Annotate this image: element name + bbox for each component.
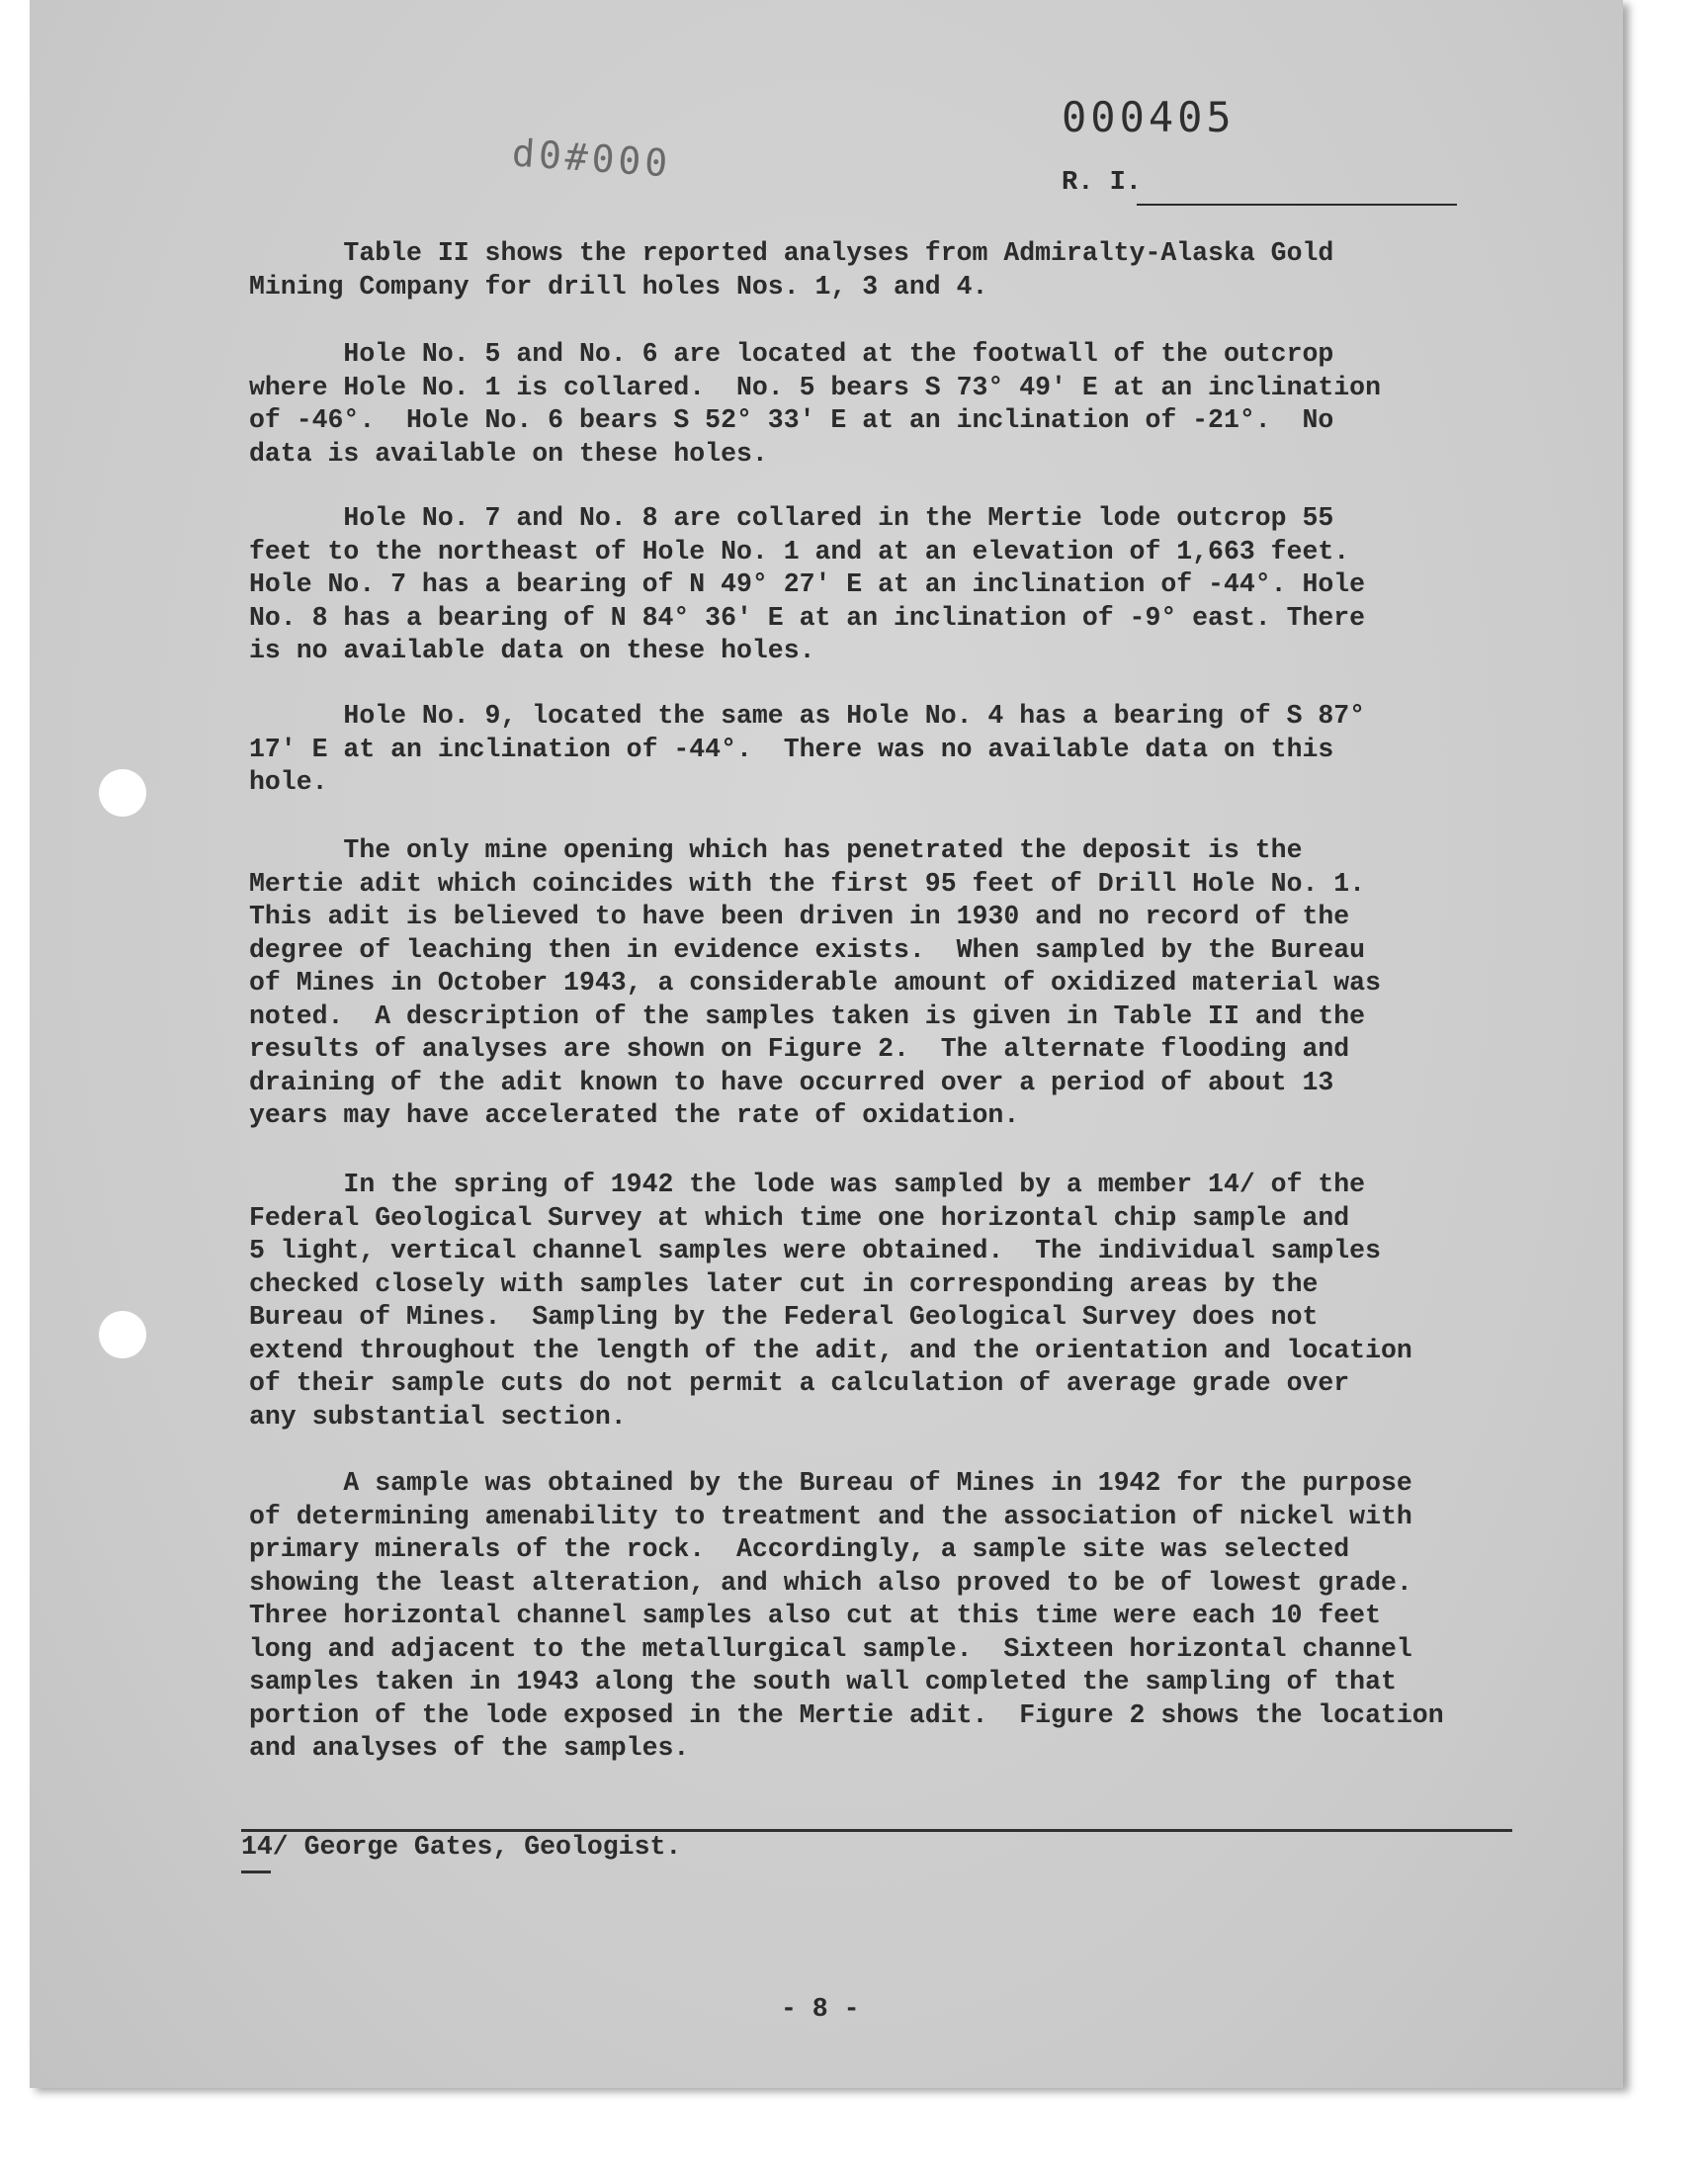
paragraph: A sample was obtained by the Bureau of Mines in 1942 for the purpose of determining amenability to treatment and the association of nickel with primary minerals of the rock. Accordingly, a sample site was selected showing the least alteration, and which also proved to be of lowest grade. Three horizontal channel samples also cut at this time were each 10 feet long and adjacent to the metallurgical sample. Sixteen horizontal channel samples taken in 1943 along the south wall completed the sampling of that portion of the lode exposed in the Mertie adit. Figure 2 shows the location and analyses of the samples. (249, 1468, 1444, 1763)
document-stamp-secondary: d0#000 (510, 130, 673, 186)
page-number: - 8 - (781, 1994, 860, 2024)
paragraph: In the spring of 1942 the lode was sampled by a member 14/ of the Federal Geological Survey at which time one horizontal chip sample and 5 light, vertical channel samples were obtained. The individual samples checked closely with samples later cut in corresponding areas by the Bureau of Mines. Sampling by the Federal Geological Survey does not extend throughout the length of the adit, and the orientation and location of their sample cuts do not permit a calculation of average grade over any substantial section. (249, 1170, 1412, 1432)
paragraph: The only mine opening which has penetrated the deposit is the Mertie adit which coincides with the first 95 feet of Drill Hole No. 1. This adit is believed to have been driven in 1930 and no record of the degree of leaching then in evidence exists. When sampled by the Bureau of Mines in October 1943, a considerable amount of oxidized material was noted. A description of the samples taken is given in Table II and the results of analyses are shown on Figure 2. The alternate flooding and draining of the adit known to have occurred over a period of about 13 years may have accelerated the rate of oxidation. (249, 835, 1381, 1130)
document-stamp-number: 000405 (1062, 93, 1236, 141)
paragraph: Table II shows the reported analyses from Admiralty-Alaska Gold Mining Company for drill holes Nos. 1, 3 and 4. (249, 238, 1334, 302)
footnote-underline (241, 1870, 271, 1873)
paragraph: Hole No. 5 and No. 6 are located at the footwall of the outcrop where Hole No. 1 is collared. No. 5 bears S 73° 49' E at an inclination of -46°. Hole No. 6 bears S 52° 33' E at an inclination of -21°. No data is available on these holes. (249, 339, 1381, 469)
report-label: R. I. (1062, 168, 1143, 198)
punch-hole-lower (99, 1311, 146, 1358)
punch-hole-upper (99, 769, 146, 817)
paragraph: Hole No. 7 and No. 8 are collared in the Mertie lode outcrop 55 feet to the northeast of Hole No. 1 and at an elevation of 1,663 feet. Hole No. 7 has a bearing of N 49° 27' E at an inclination of -44°. Hole No. 8 has a bearing of N 84° 36' E at an inclination of -9° east. There is no available data on these holes. (249, 503, 1366, 665)
report-number-line (1137, 204, 1457, 206)
paragraph: Hole No. 9, located the same as Hole No. 4 has a bearing of S 87° 17' E at an inclination of -44°. There was no available data on this hole. (249, 701, 1366, 797)
footnote: 14/ George Gates, Geologist. (241, 1832, 682, 1862)
